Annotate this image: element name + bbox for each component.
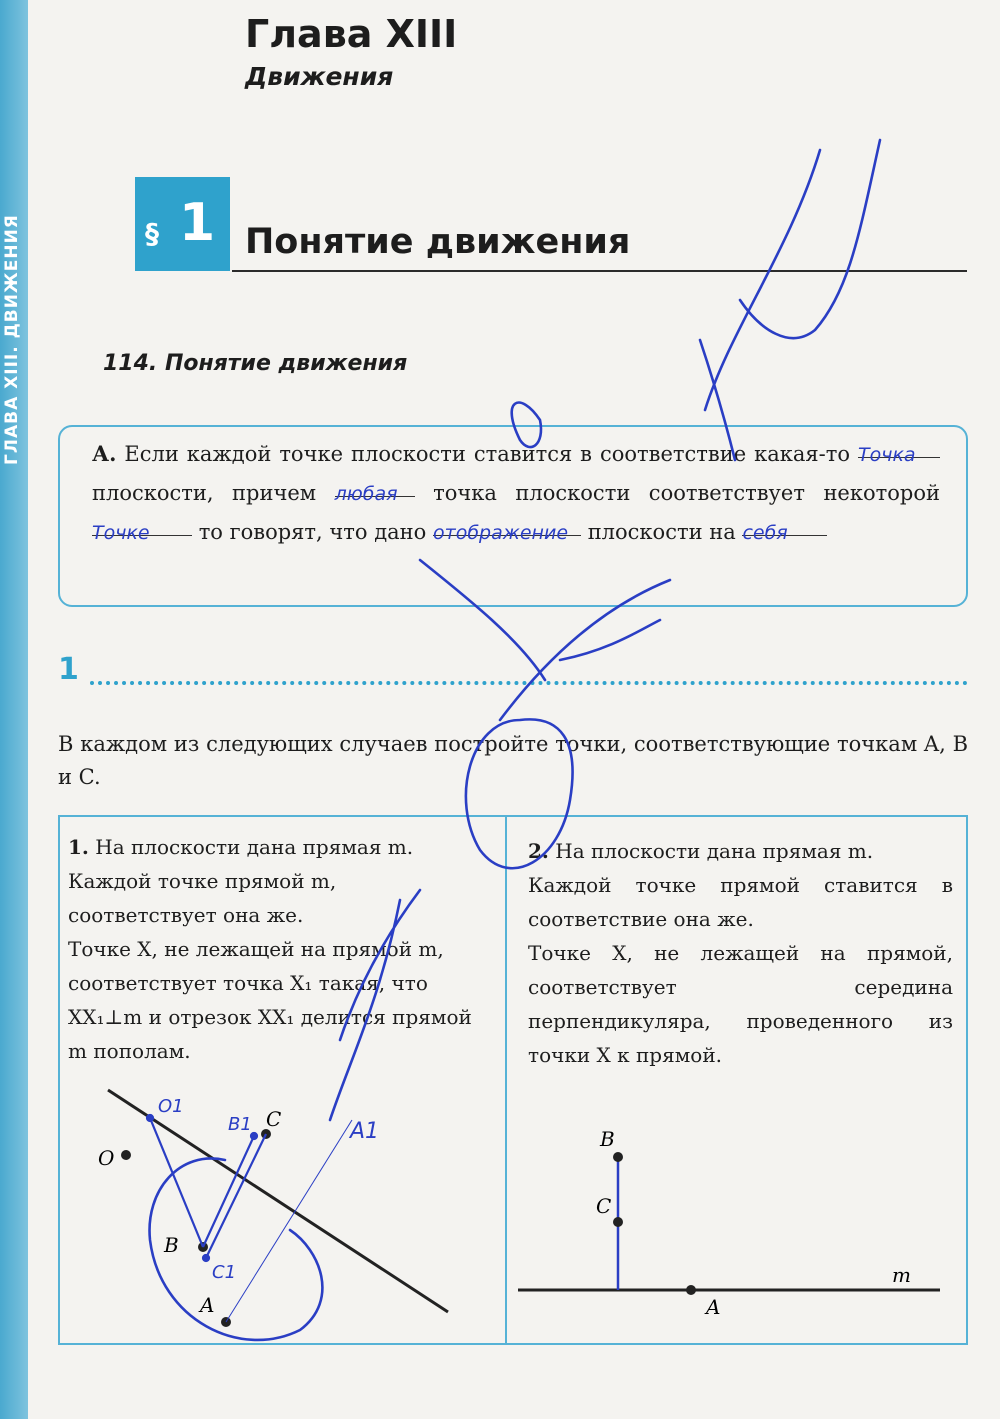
hand-segment-a: [226, 1120, 352, 1322]
point-c-2: [613, 1217, 623, 1227]
handwritten-answer-3: Точке: [92, 522, 150, 544]
case-2-label: 2.: [528, 839, 549, 863]
task-statement: В каждом из следующих случаев постройте точки, соответствующие точкам A, B и C.: [58, 732, 968, 789]
hand-label-c1: C1: [212, 1262, 237, 1283]
label-m-2: m: [892, 1263, 911, 1287]
label-c: C: [266, 1107, 282, 1131]
subsection-title: 114. Понятие движения: [103, 351, 408, 376]
handwritten-answer-1: Точка: [858, 444, 916, 466]
scribble-stroke-1: [705, 150, 820, 410]
section-title: Понятие движения: [245, 222, 631, 262]
case-1-line-3: Точке X, не лежащей на прямой m, соответствует точка X₁ такая, что XX₁⊥m и отрезок XX₁ делится прямой m пополам.: [68, 937, 472, 1063]
definition-label: А.: [92, 441, 117, 466]
label-a: A: [200, 1293, 215, 1317]
point-b-2: [613, 1152, 623, 1162]
hand-point-c1: [203, 1255, 209, 1261]
scribble-k: [420, 560, 670, 720]
label-c-2: C: [596, 1194, 612, 1218]
definition-text-5: плоскости на: [587, 520, 736, 544]
handwritten-answer-5: себя: [742, 522, 788, 544]
hand-segment-c: [206, 1134, 266, 1258]
scribble-stroke-2: [740, 140, 880, 338]
paragraph-sign: §: [145, 217, 159, 250]
chapter-subtitle: Движения: [245, 62, 394, 91]
hand-label-b1: B1: [228, 1114, 252, 1135]
case-1-line-2: Каждой точке прямой m, соответствует она же.: [68, 869, 337, 927]
point-a-2: [686, 1285, 696, 1295]
handwritten-answer-2: любая: [334, 483, 398, 505]
case-1-line-1: На плоскости дана прямая m.: [95, 835, 414, 859]
handwritten-answer-4: отображение: [433, 522, 569, 544]
definition-text-2: плоскости, причем: [92, 481, 317, 505]
hand-segment-o: [150, 1118, 203, 1247]
scribble-o-2: [466, 719, 573, 868]
hand-label-o1: O1: [158, 1096, 184, 1117]
definition-text-1: Если каждой точке плоскости ставится в соответствие какая-то: [124, 442, 851, 466]
hand-point-o1: [147, 1115, 153, 1121]
definition-text-3: точка плоскости соответствует некоторой: [433, 481, 940, 505]
label-o: O: [98, 1146, 115, 1170]
scribble-stroke-3: [700, 340, 735, 460]
case-2-line-3: Точке X, не лежащей на прямой, соответствует середина перпендикуляра, проведенного из точки X к прямой.: [528, 941, 953, 1067]
hand-label-a1: A1: [350, 1119, 380, 1144]
paragraph-number: 1: [179, 193, 216, 253]
label-b-2: B: [600, 1127, 615, 1151]
label-a-2: A: [706, 1295, 721, 1319]
case-1-label: 1.: [68, 835, 89, 859]
handwritten-scribble: [150, 140, 880, 1340]
chapter-title: Глава XIII: [245, 12, 458, 56]
scribble-stroke-4: [330, 890, 420, 1120]
task-number: 1: [58, 652, 79, 687]
case-2-line-1: На плоскости дана прямая m.: [555, 839, 874, 863]
label-b: B: [164, 1233, 179, 1257]
hand-segment-b: [203, 1136, 254, 1247]
point-o: [121, 1150, 131, 1160]
case-2-line-2: Каждой точке прямой ставится в соответствие она же.: [528, 873, 953, 931]
hand-point-b1: [251, 1133, 257, 1139]
chapter-side-label: ГЛАВА XIII. ДВИЖЕНИЯ: [2, 214, 22, 466]
scribble-o-1: [512, 403, 541, 447]
definition-text-4: то говорят, что дано: [198, 520, 427, 544]
